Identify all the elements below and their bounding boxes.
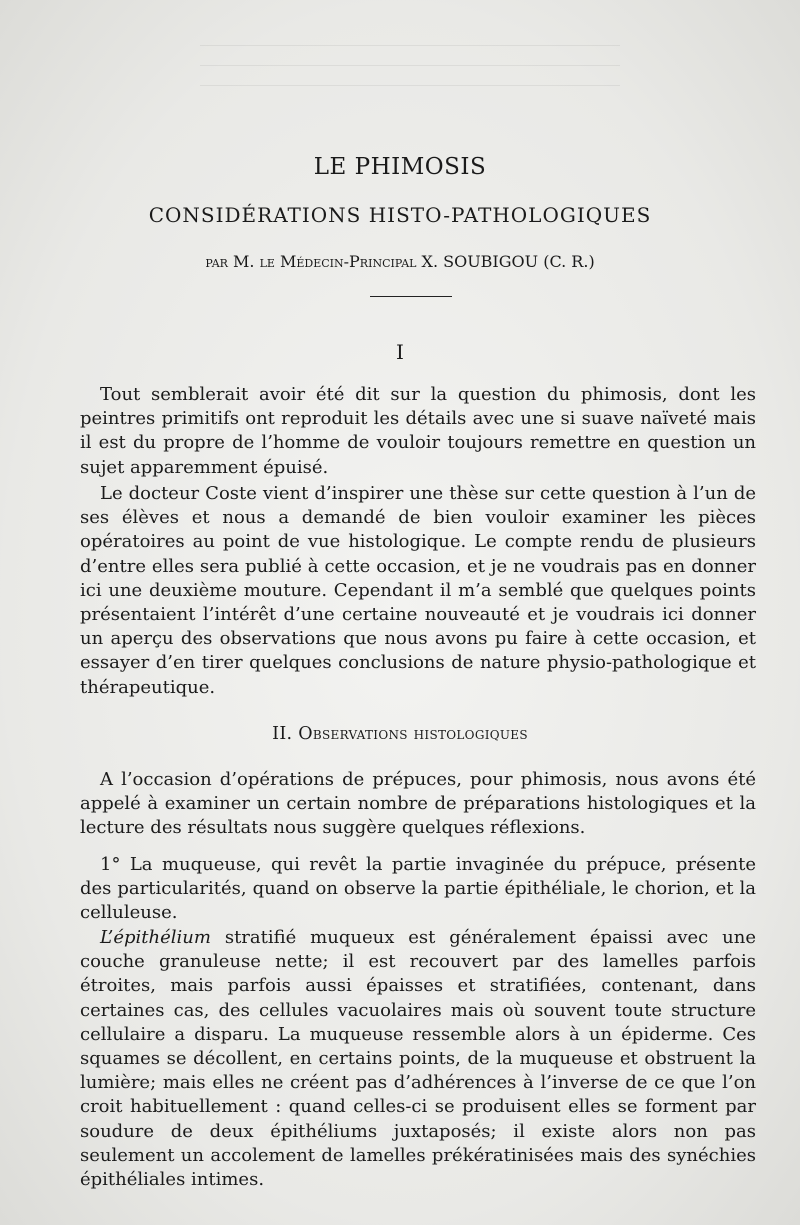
section-heading-one: I <box>396 340 404 364</box>
paragraph-coste: Le docteur Coste vient d’inspirer une thèse sur cette question à l’un de ses élèves et nous a demandé de bien vouloir examiner les pièces opératoires au point de vue histologique. Le compte rendu de plusieurs d’entre elles sera publié à cette occasion, et je ne voudrais pas en donner ici une deuxième mouture. Cependant il m’a semblé que quelques points présentaient l’intérêt d’une certaine nouveauté et je voudrais ici donner un aperçu des observations que nous avons pu faire à cette occasion, et essayer d’en tirer quelques conclusions de nature physio-pathologique et thérapeutique. <box>80 483 756 698</box>
bleed-through-shadow <box>200 26 620 86</box>
paragraph-intro: Tout semblerait avoir été dit sur la question du phimosis, dont les peintres primitifs ont reproduit les détails avec une si suave naïveté mais il est du propre de l’homme de vouloir toujours remettre en question un sujet apparemment épuisé. <box>80 384 756 478</box>
title-divider <box>370 296 452 297</box>
paragraph-occasion: A l’occasion d’opérations de prépuces, pour phimosis, nous avons été appelé à examiner un certain nombre de préparations histologiques et la lecture des résultats nous suggère quelques réflexions. <box>80 769 756 839</box>
paragraph-muqueuse: 1° La muqueuse, qui revêt la partie invaginée du prépuce, présente des particularités, quand on observe la partie épithéliale, le chorion, et la celluleuse. <box>80 854 756 924</box>
article-subtitle: CONSIDÉRATIONS HISTO-PATHOLOGIQUES <box>148 203 652 227</box>
italic-term: L’épithélium <box>100 927 211 948</box>
section-heading-two: II. Observations histologiques <box>272 724 528 744</box>
author-line: par M. le Médecin-Principal X. SOUBIGOU (C. R.) <box>205 252 595 271</box>
paragraph-epithelium-text: stratifié muqueux est généralement épaissi avec une couche granuleuse nette; il est recouvert par des lamelles parfois étroites, mais parfois aussi épaisses et stratifiées, contenant, dans certaines cas, des cellules vacuolaires mais où souvent toute structure cellulaire a disparu. La muqueuse ressemble alors à un épiderme. Ces squames se décollent, en certains points, de la muqueuse et obstruent la lumière; mais elles ne créent pas d’adhérences à l’inverse de ce que l’on croit habituellement : quand celles-ci se produisent elles se forment par soudure de deux épithéliums juxtaposés; il existe alors non pas seulement un accolement de lamelles prékératinisées mais des synéchies épithéliales intimes. <box>80 927 756 1191</box>
paragraph-epithelium <box>80 926 756 1192</box>
article-title: LE PHIMOSIS <box>313 154 487 180</box>
